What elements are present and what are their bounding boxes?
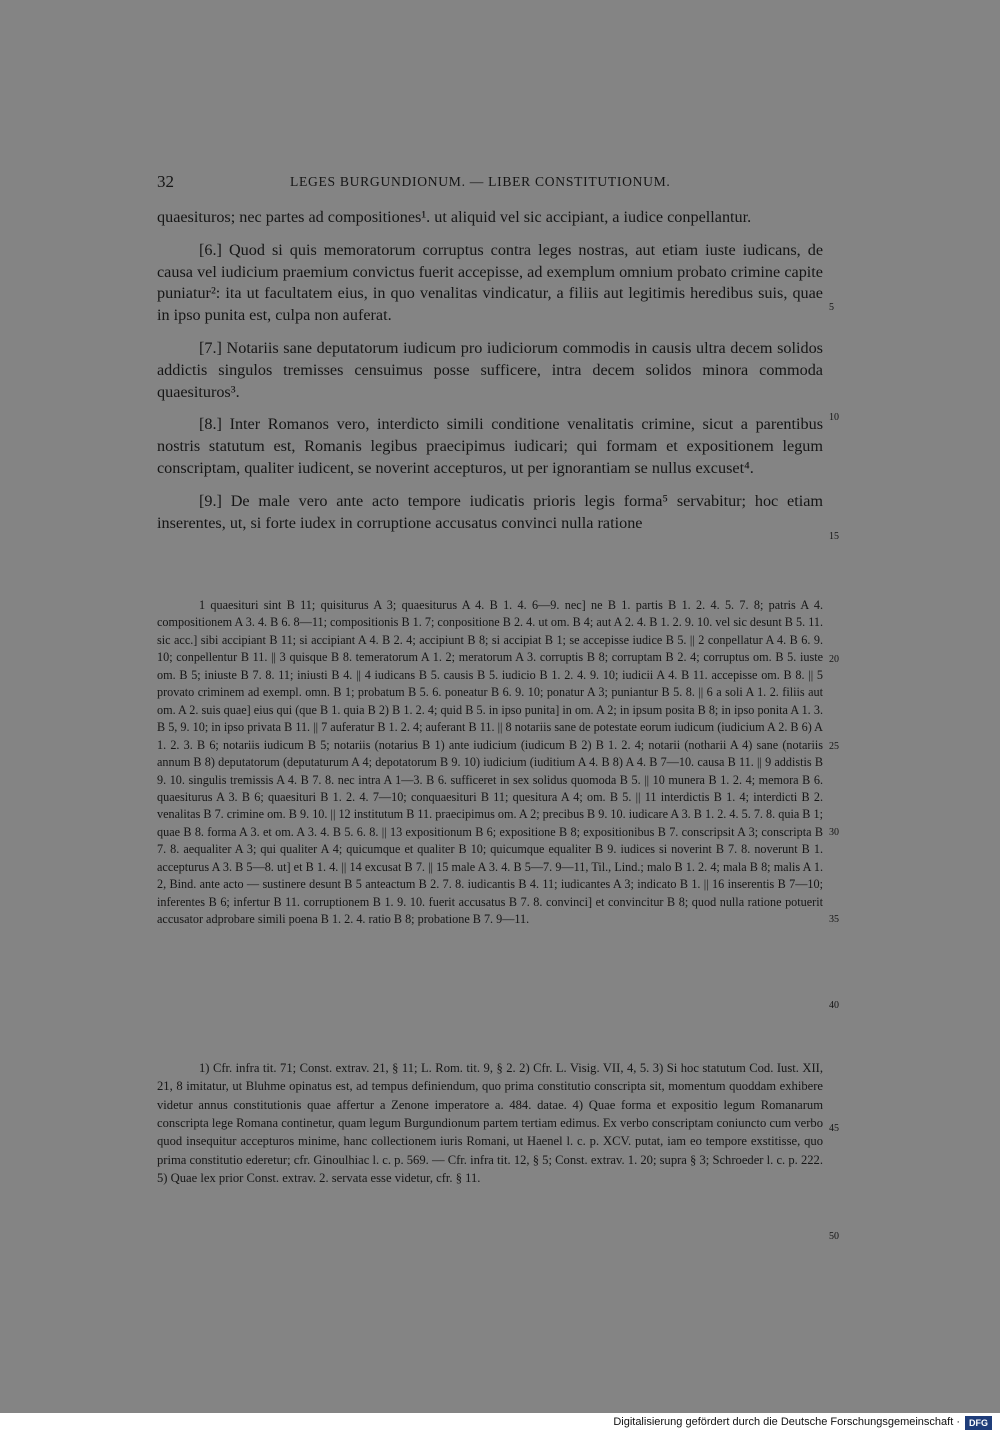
line-number: 10 [829,412,839,423]
main-text [157,207,823,545]
page-header [157,172,823,194]
paragraph-8: [8.] Inter Romanos vero, interdicto simili conditione venalitatis crimine, sicut a parentibus nostris statutum est, Romanis legibus praecipimus iudicari; qui formam et expositionem legum conscriptam, qualiter iudicent, se noverint accepturos, ut per ignorantiam se nullus excuset⁴. [157,415,823,477]
line-number: 20 [829,654,839,665]
line-number: 40 [829,1000,839,1011]
line-number: 15 [829,531,839,542]
paragraph-7: [7.] Notariis sane deputatorum iudicum pro iudiciorum commodis in causis ultra decem solidos addictis singulos tremisses censuimus posse sufficere, intra decem solidos minora commoda quaesituros³. [157,338,823,401]
digitization-footer [0,1413,1000,1434]
line-number: 50 [829,1231,839,1242]
paragraph-6: [6.] Quod si quis memoratorum corruptus contra leges nostras, aut etiam iuste iudicans, de causa vel iudicium praemium convictus fuerit accepisse, ad exemplum omnium probato crimine capite puniatur²: ita ut facultatem eius, in quo venalitas vindicatur, a filiis aut legitimis heredibus suis, quae in ipso punita est, culpa non auferat. [157,240,823,325]
running-head: LEGES BURGUNDIONUM. — LIBER CONSTITUTIONUM. [290,174,671,189]
funding-notice: Digitalisierung gefördert durch die Deutsche Forschungsgemeinschaft · [613,1416,960,1428]
line-number: 45 [829,1123,839,1134]
line-number: 35 [829,914,839,925]
paragraph-9: [9.] De male vero ante acto tempore iudicatis prioris legis forma⁵ servabitur; hoc etiam inserentes, ut, si forte iudex in corruptione accusatus convinci nulla ratione [157,491,823,532]
footnotes [157,1059,823,1187]
critical-apparatus [157,597,823,929]
line-number: 5 [829,302,834,313]
line-number: 30 [829,827,839,838]
paragraph-continuation: quaesituros; nec partes ad compositiones¹. ut aliquid vel sic accipiant, a iudice conpellantur. [157,208,752,226]
apparatus-text: 1 quaesituri sint B 11; quisiturus A 3; quaesiturus A 4. B 1. 4. 6—9. nec] ne B 1. partis B 1. 2. 4. 5. 7. 8; patris A 4. compositionem A 3. 4. B 6. 8—11; compositionis B 1. 7; conpositione B 2. 4. ut om. B 4; aut A 2. 4. B 1. 2. 9. 10. vel sic desunt B 5. 11. sic acc.] sibi accipiant B 11; si accipiant A 4. B 2. 4; accipiunt B 8; si accipiat B 1; se accepisse iudice B 5. || 2 conpellatur A 4. B 6. 9. 10; conpellentur B 11. || 3 quisque B 8. temeratorum A 1. 2; meratorum A 3. corruptis B 8; corruptam B 2. 4; corruptus om. B 5. iuste om. B 5; iniuste B 7. 8. 11; iniusti B 4. || 4 iudicans B 5. causis B 5. iudicio B 1. 2. 4. 9. 10; iudicii A 4. B 11. accepisse om. B 8. || 5 provato criminem ad exempl. omn. B 1; probatum B 5. 6. poneatur B 6. 9. 10; ponatur A 3; puniantur B 5. 8. || 6 a soli A 1. 2. filiis aut om. A 2. suis quae] eius qui (que B 1. quia B 2) B 1. 2. 4; quid B 5. in ipso punita] in om. A 2; in ipsum posita B 8; in ipso ponita A 1. 3. B 5, 9. 10; in ipso privata B 11. || 7 auferatur B 1. 2. 4; auferant B 11. || 8 notariis sane de potestate eorum iudicum (iudicium A 2. B 6) A 1. 2. 3. B 6; notariis iudicum B 5; notariis (notarius B 1) ante iudicium (iudicum B 2) B 1. 2. 4; notarii (notharii A 4) sane (notariis annum B 8) deputatorum (deputaturum A 4; depotatorum B 9. 10) iudicium (iuditium A 4. B 8) A 4. B 7—10. causa B 11. || 9 addistis B 9. 10. singulis tremissis A 4. B 7. 8. nec intra A 1—3. B 6. sufficeret in sex solidus quomoda B 5. || 10 munera B 1. 2. 4; memora B 6. quaesiturus A 3. B 6; quaesituri B 1. 2. 4. 7—10; conquaesituri B 11; quesitura A 4; om. B 5. || 11 interdictis B 1. 4; interdicti B 2. venalitas B 7. crimine om. B 9. 10. || 12 institutum B 11. praecipimus om. A 2; precibus B 9. 10. iudicare A 3. B 1. 2. 4. 5. 7. 8. quia B 1; quae B 8. forma A 3. et om. A 3. 4. B 5. 6. 8. || 13 expositionum B 6; expositione B 8; expositionibus B 7. conscripsit A 3; conscripta B 7. 8. aequaliter A 3; qui qualiter A 4; quicumque et qualiter B 10; quicumque equaliter B 9. iudices si noverint B 7. 8. noverunt B 1. accepturus A 3. B 5—8. ut] et B 1. 4. || 14 excusat B 7. || 15 male A 3. 4. B 5—7. 9—11, Til., Lind.; malo B 1. 2. 4; mala B 8; malis A 1. 2, Bind. ante acto — sustinere desunt B 5 anteactum B 2. 7. 8. iudicantis B 4. 11; iudicantes A 3; indicato B 1. || 16 inserentis B 7—10; inferentes B 6; infertur B 11. corruptionem B 1. 9. 10. fuerit accusatus B 7. 8. convinci] et convincitur B 8; quod nulla ratione potuerit accusator adprobare simili poena B 1. 2. 4. ratio B 8; probatione B 7. 9—11. [157,598,823,927]
page-number: 32 [157,172,174,191]
margin-line-numbers [829,0,849,1434]
line-number: 25 [829,741,839,752]
footnotes-text: 1) Cfr. infra tit. 71; Const. extrav. 21, § 11; L. Rom. tit. 9, § 2. 2) Cfr. L. Visig. VII, 4, 5. 3) Si hoc statutum Cod. Iust. XII, 21, 8 imitatur, ut Bluhme opinatus est, ad tempus definiendum, quo prima constitutio conscripta sit, momentum quoddam exhibere videtur annus constitutionis quae affertur a Zenone imperatore a. 484. datae. 4) Quae forma et expositio legum Romanarum conscripta lege Romana continetur, quam legum Burgundionum partem tertiam edimus. Ex verbo conscriptam coniuncto cum verbo quod insequitur accepturos minime, hanc collectionem iuris Romani, ut Haenel l. c. p. XCV. putat, iam eo tempore exstitisse, quo prima constitutio ederetur; cfr. Ginoulhiac l. c. p. 569. — Cfr. infra tit. 12, § 5; Const. extrav. 1. 20; supra § 3; Schroeder l. c. p. 222. 5) Quae lex prior Const. extrav. 2. servata esse videtur, cfr. § 11. [157,1061,823,1186]
dfg-logo-icon: DFG [965,1416,992,1430]
